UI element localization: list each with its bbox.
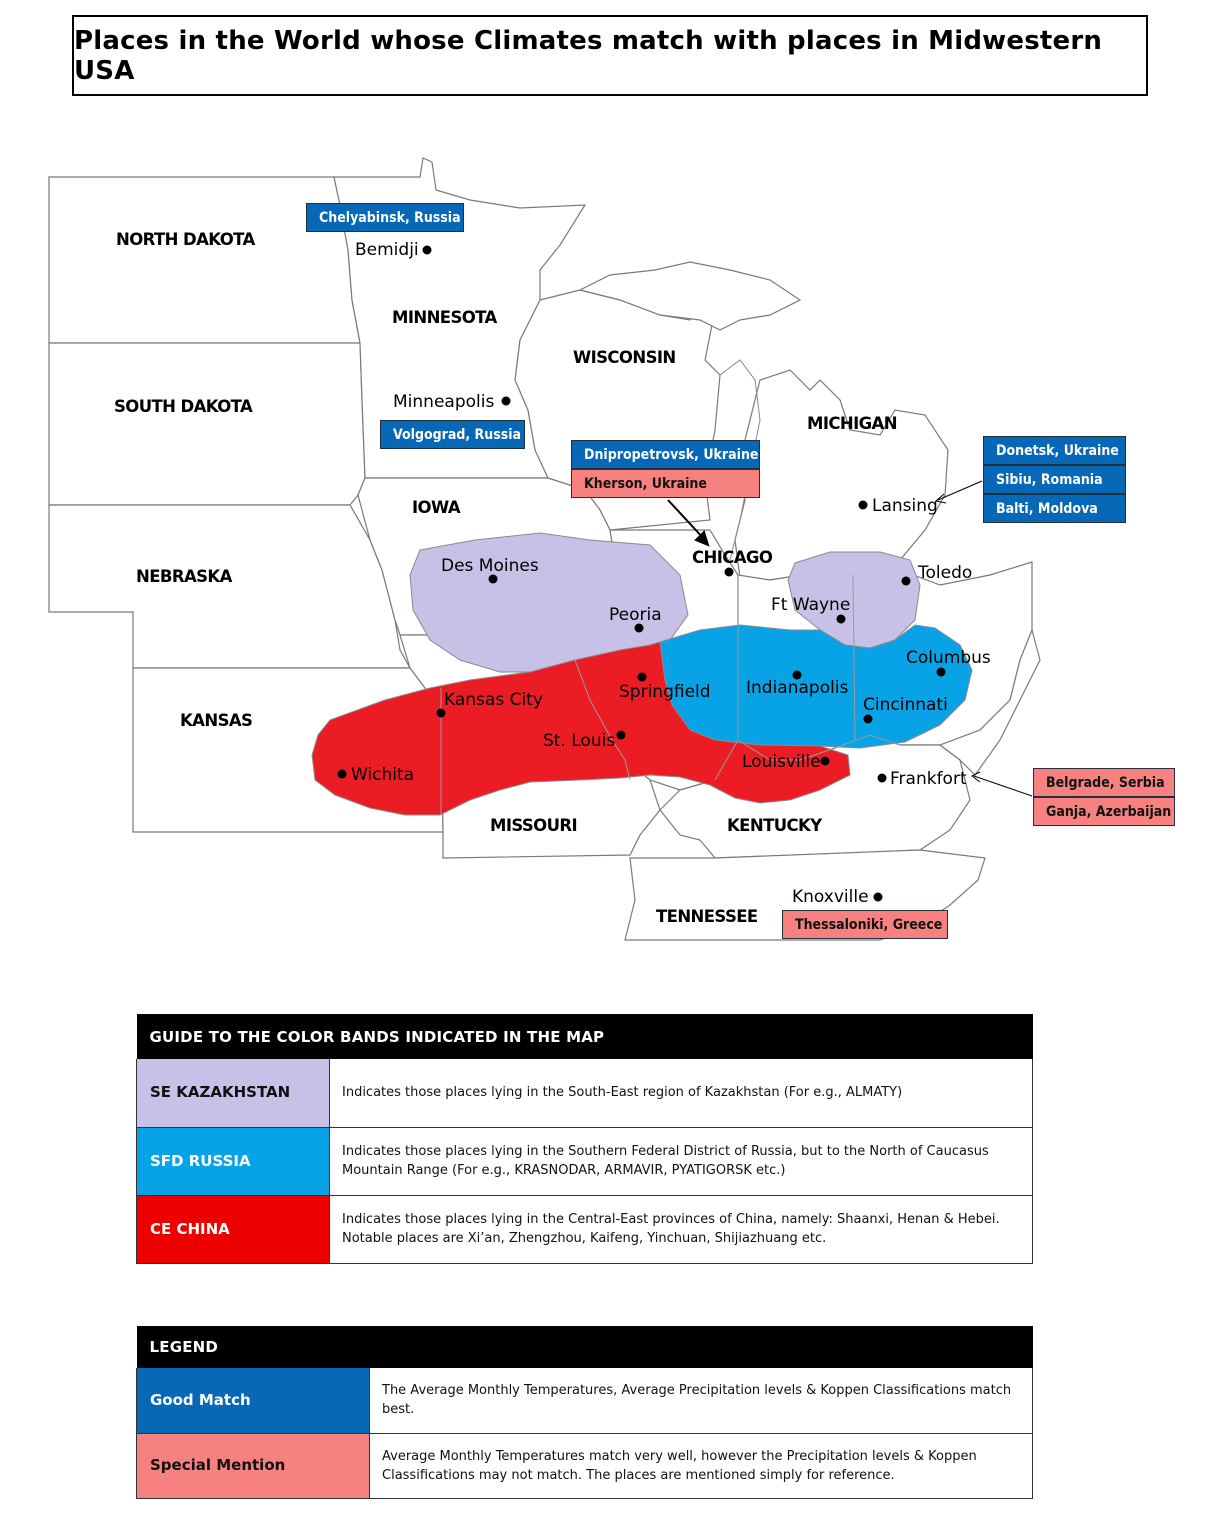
tag-chelyabinsk: Chelyabinsk, Russia [306,203,464,232]
dot-st-louis [617,731,626,740]
color-band-guide [136,1014,1033,1264]
dot-knoxville [874,893,883,902]
tag-sibiu: Sibiu, Romania [983,465,1126,494]
state-label-kansas: KANSAS [180,711,253,730]
legend-header: LEGEND [137,1326,1033,1368]
city-label-minneapolis: Minneapolis [393,392,495,412]
legend-row [137,1368,1033,1433]
nebraska-shape [49,505,410,668]
city-label-frankfort: Frankfort [890,769,967,789]
legend-key-good-match: Good Match [137,1368,370,1433]
city-label-peoria: Peoria [609,605,662,625]
guide-row [137,1059,1033,1127]
title-box [72,15,1148,96]
state-label-north-dakota: NORTH DAKOTA [116,230,255,249]
legend-key-special-mention: Special Mention [137,1433,370,1498]
state-label-wisconsin: WISCONSIN [573,348,676,367]
frankfort-arrow [974,776,1032,796]
city-label-kansas-city: Kansas City [444,690,543,710]
city-label-knoxville: Knoxville [792,887,869,907]
state-label-missouri: MISSOURI [490,816,578,835]
dot-chicago [725,568,734,577]
state-label-minnesota: MINNESOTA [392,308,497,327]
dot-springfield [638,673,647,682]
state-label-tennessee: TENNESSEE [656,907,758,926]
dot-cincinnati [864,715,873,724]
state-label-iowa: IOWA [412,498,460,517]
city-label-lansing: Lansing [872,496,938,516]
dot-columbus [937,668,946,677]
dot-minneapolis [502,397,511,406]
city-label-columbus: Columbus [906,648,991,668]
dot-wichita [338,770,347,779]
city-label-des-moines: Des Moines [441,556,539,576]
midwest-map [0,130,1214,960]
dot-louisville [821,757,830,766]
guide-desc-ce-china: Indicates those places lying in the Central-East provinces of China, namely: Shaanxi, Henan & Hebei. Notable places are Xi’an, Zhengzhou, Kaifeng, Yinchuan, Shijiazhuang etc. [330,1195,1033,1263]
guide-header: GUIDE TO THE COLOR BANDS INDICATED IN THE MAP [137,1014,1033,1059]
city-label-louisville: Louisville [742,752,821,772]
city-label-wichita: Wichita [351,765,415,785]
legend-table [136,1326,1033,1499]
city-label-st-louis: St. Louis [543,731,616,751]
dot-ft-wayne [837,615,846,624]
dot-bemidji [423,246,432,255]
dot-frankfort [878,774,887,783]
north-dakota-shape [49,177,360,343]
legend-desc-good-match: The Average Monthly Temperatures, Average Precipitation levels & Koppen Classifications match best. [370,1368,1033,1433]
guide-row [137,1127,1033,1195]
city-label-springfield: Springfield [619,682,711,702]
city-label-bemidji: Bemidji [355,240,419,260]
state-label-kentucky: KENTUCKY [727,816,822,835]
state-label-michigan: MICHIGAN [807,414,897,433]
guide-row [137,1195,1033,1263]
city-label-indianapolis: Indianapolis [746,678,849,698]
tag-balti: Balti, Moldova [983,494,1126,523]
guide-key-ce-china: CE CHINA [137,1195,330,1263]
dot-lansing [859,501,868,510]
legend-desc-special-mention: Average Monthly Temperatures match very well, however the Precipitation levels & Koppen Classifications may not match. The places are mentioned simply for reference. [370,1433,1033,1498]
guide-key-sfd-russia: SFD RUSSIA [137,1127,330,1195]
state-label-nebraska: NEBRASKA [136,567,232,586]
tag-ganja: Ganja, Azerbaijan [1033,797,1175,826]
guide-desc-sfd-russia: Indicates those places lying in the Southern Federal District of Russia, but to the North of Caucasus Mountain Range (For e.g., KRASNODAR, ARMAVIR, PYATIGORSK etc.) [330,1127,1033,1195]
city-label-chicago: CHICAGO [692,548,773,567]
guide-key-se-kazakhstan: SE KAZAKHSTAN [137,1059,330,1127]
guide-desc-se-kazakhstan: Indicates those places lying in the South-East region of Kazakhstan (For e.g., ALMATY) [330,1059,1033,1127]
tag-kherson: Kherson, Ukraine [571,469,760,498]
legend-row [137,1433,1033,1498]
state-label-south-dakota: SOUTH DAKOTA [114,397,253,416]
south-dakota-shape [49,343,365,505]
city-label-cincinnati: Cincinnati [863,695,948,715]
page-title: Places in the World whose Climates match with places in Midwestern USA [74,25,1103,86]
tag-thessaloniki: Thessaloniki, Greece [782,910,948,939]
tag-belgrade: Belgrade, Serbia [1033,768,1175,797]
tag-volgograd: Volgograd, Russia [380,420,525,449]
tag-dnipropetrovsk: Dnipropetrovsk, Ukraine [571,440,760,469]
city-label-ft-wayne: Ft Wayne [771,595,851,615]
dot-toledo [902,577,911,586]
tag-donetsk: Donetsk, Ukraine [983,436,1126,465]
city-label-toledo: Toledo [918,563,973,583]
